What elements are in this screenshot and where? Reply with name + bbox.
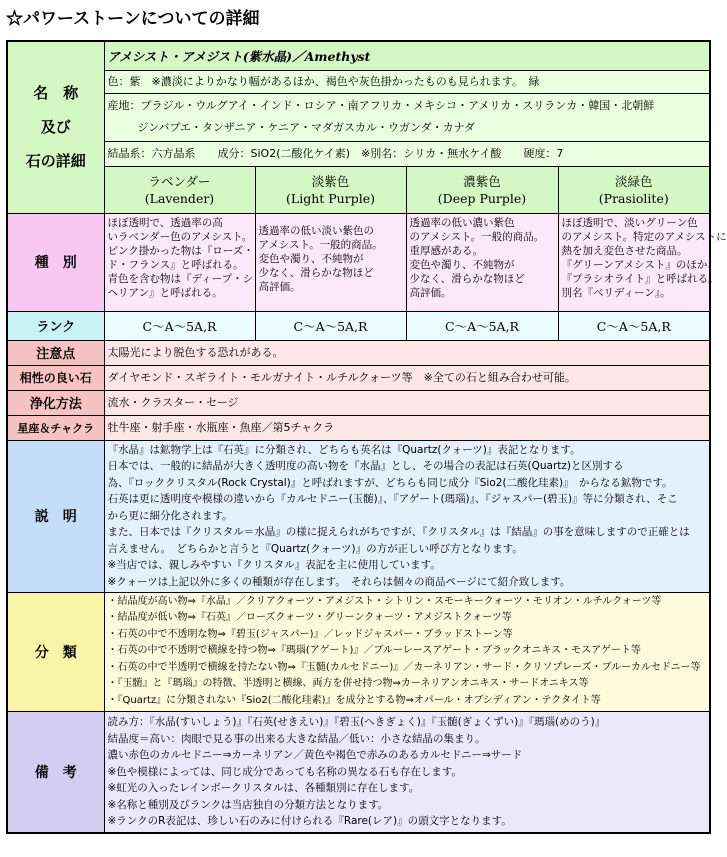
remarks-text: 読み方：『水晶(すいしょう)』『石英(せきえい)』『碧玉(へきぎょく)』『玉髄(ぎょくずい)』『瑪瑙(めのう)』 結晶度＝高い：肉眼で見る事の出来る大きな結晶／低い：小さな結晶の集まり。 濃い赤色のカルセドニー⇒カーネリアン／黄色や褐色で赤みのあるカルセドニー⇒サード ※色や模様によっては、同じ成分であっても名称の異なる石も存在します。 ※虹光の入ったレインボークリスタルは、各種類別に存在します。 ※名称と種別及びランクは当店独自の分類方法となります。 ※ランクのR表記は、珍しい石のみに付けられる『Rare(レア)』の頭文字となります。 bbox=[104, 711, 710, 833]
type-desc-deep-purple: 透過率の低い濃い紫色 のアメシスト。一般的商品。 重厚感がある。 変色や濁り、不純物が 少なく、滑らかな物ほど 高評価。 bbox=[406, 213, 558, 311]
rank-deep-purple: C～A～5A,R bbox=[406, 311, 558, 340]
stone-origin: 産地：ブラジル・ウルグアイ・インド・ロシア・南アフリカ・メキシコ・アメリカ・スリランカ・韓国・北朝鮮 ジンバブエ・タンザニア・ケニア・マダガスカル・ウガンダ・カナダ bbox=[104, 93, 710, 141]
variety-prasiolite: 淡緑色 (Prasiolite) bbox=[558, 166, 710, 213]
cleanse-label: 浄化方法 bbox=[7, 390, 104, 415]
details-label: 名 称 及び 石の詳細 bbox=[7, 41, 104, 213]
type-desc-lavender: ほぼ透明で、透過率の高 いラベンダー色のアメシスト。 ピンク掛かった物は『ローズ・ ド・フランス』と呼ばれる。 青色を含む物は『ディープ・シ ヘリアン』と呼ばれる。 bbox=[104, 213, 255, 311]
remarks-label: 備 考 bbox=[7, 711, 104, 833]
types-label: 種 別 bbox=[7, 213, 104, 311]
stone-detail-table bbox=[6, 40, 727, 834]
zodiac-label: 星座＆チャクラ bbox=[7, 415, 104, 440]
cleanse-text: 流水・クラスター・セージ bbox=[104, 390, 710, 415]
rank-prasiolite: C～A～5A,R bbox=[558, 311, 710, 340]
classification-label: 分 類 bbox=[7, 592, 104, 711]
stone-name: アメシスト・アメジスト(紫水晶)／Amethyst bbox=[104, 41, 710, 70]
rank-lavender: C～A～5A,R bbox=[104, 311, 255, 340]
variety-lavender: ラベンダー (Lavender) bbox=[104, 166, 255, 213]
stone-color: 色：紫 ※濃淡によりかなり幅があるほか、褐色や灰色掛かったものも見られます。 緑 bbox=[104, 70, 710, 93]
classification-text: ・結晶度が高い物⇒『水晶』／クリアクォーツ・アメジスト・シトリン・スモーキークォーツ・モリオン・ルチルクォーツ等 ・結晶度が低い物⇒『石英』／ローズクォーツ・グリーンクォーツ・アメジストクォーツ等 ・石英の中で不透明な物⇒『碧玉(ジャスパー)』／レッドジャスパー・ブラッドストーン等 ・石英の中で不透明で横線を持つ物⇒『瑪瑙(アゲート)』／ブルーレースアゲート・ブラックオニキス・モスアゲート等 ・石英の中で半透明で横線を持たない物⇒『玉髄(カルセドニー)』／カーネリアン・サード・クリソプレーズ・ブルーカルセドニー等 ・『玉髄』と『瑪瑙』の特徴、半透明と横線、両方を併せ持つ物⇒カーネリアンオニキス・サードオニキス等 ・『Quartz』に分類されない『Sio2(二酸化珪素)』を成分とする物⇒オパール・オブシディアン・テクタイト等 bbox=[104, 592, 710, 711]
zodiac-text: 牡牛座・射手座・水瓶座・魚座／第5チャクラ bbox=[104, 415, 710, 440]
stone-crystal-info: 結晶系：六方晶系 成分：SiO2(二酸化ケイ素) ※別名：シリカ・無水ケイ酸 硬度：7 bbox=[104, 141, 710, 166]
compat-text: ダイヤモンド・スギライト・モルガナイト・ルチルクォーツ等 ※全ての石と組み合わせ可能。 bbox=[104, 365, 710, 390]
caution-text: 太陽光により脱色する恐れがある。 bbox=[104, 340, 710, 365]
explanation-label: 説 明 bbox=[7, 440, 104, 592]
explanation-text: 『水晶』は鉱物学上は『石英』に分類され、どちらも英名は『Quartz(クォーツ)』表記となります。 日本では、一般的に結晶が大きく透明度の高い物を『水晶』とし、その場合の表記は石英(Quartz)と区別する 為、『ロッククリスタル(Rock Crystal)』と呼ばれますが、どちらも同じ成分『Sio2(二酸化珪素)』 からなる鉱物です。 石英は更に透明度や模様の違いから『カルセドニー(玉髄)』、『アゲート(瑪瑙)』、『ジャスパー(碧玉)』等に分類され、そこ から更に細分化されます。 また、日本では『クリスタル＝水晶』の様に捉えられがちですが、『クリスタル』は『結晶』の事を意味しますので正確とは 言えません。 どちらかと言うと『Quartz(クォーツ)』の方が正しい呼び方となります。 ※当店では、親しみやすい『クリスタル』表記を主に使用しています。 ※クォーツは上記以外に多くの種類が存在します。 それらは個々の商品ページにて紹介致します。 bbox=[104, 440, 710, 592]
type-desc-prasiolite: ほぼ透明で、淡いグリーン色 のアメシスト。特定のアメシストに 熱を加え変色させた商品。 『グリーンアメシスト』のほか、 『プラシオライト』と呼ばれる。 別名『ベリディーン』。 bbox=[558, 213, 710, 311]
type-desc-light-purple: 透過率の低い淡い紫色の アメシスト。一般的商品。 変色や濁り、不純物が 少なく、滑らかな物ほど 高評価。 bbox=[255, 213, 406, 311]
variety-deep-purple: 濃紫色 (Deep Purple) bbox=[406, 166, 558, 213]
rank-light-purple: C～A～5A,R bbox=[255, 311, 406, 340]
variety-light-purple: 淡紫色 (Light Purple) bbox=[255, 166, 406, 213]
rank-label: ランク bbox=[7, 311, 104, 340]
caution-label: 注意点 bbox=[7, 340, 104, 365]
page-title: ☆パワーストーンについての詳細 bbox=[6, 9, 260, 29]
compat-label: 相性の良い石 bbox=[7, 365, 104, 390]
